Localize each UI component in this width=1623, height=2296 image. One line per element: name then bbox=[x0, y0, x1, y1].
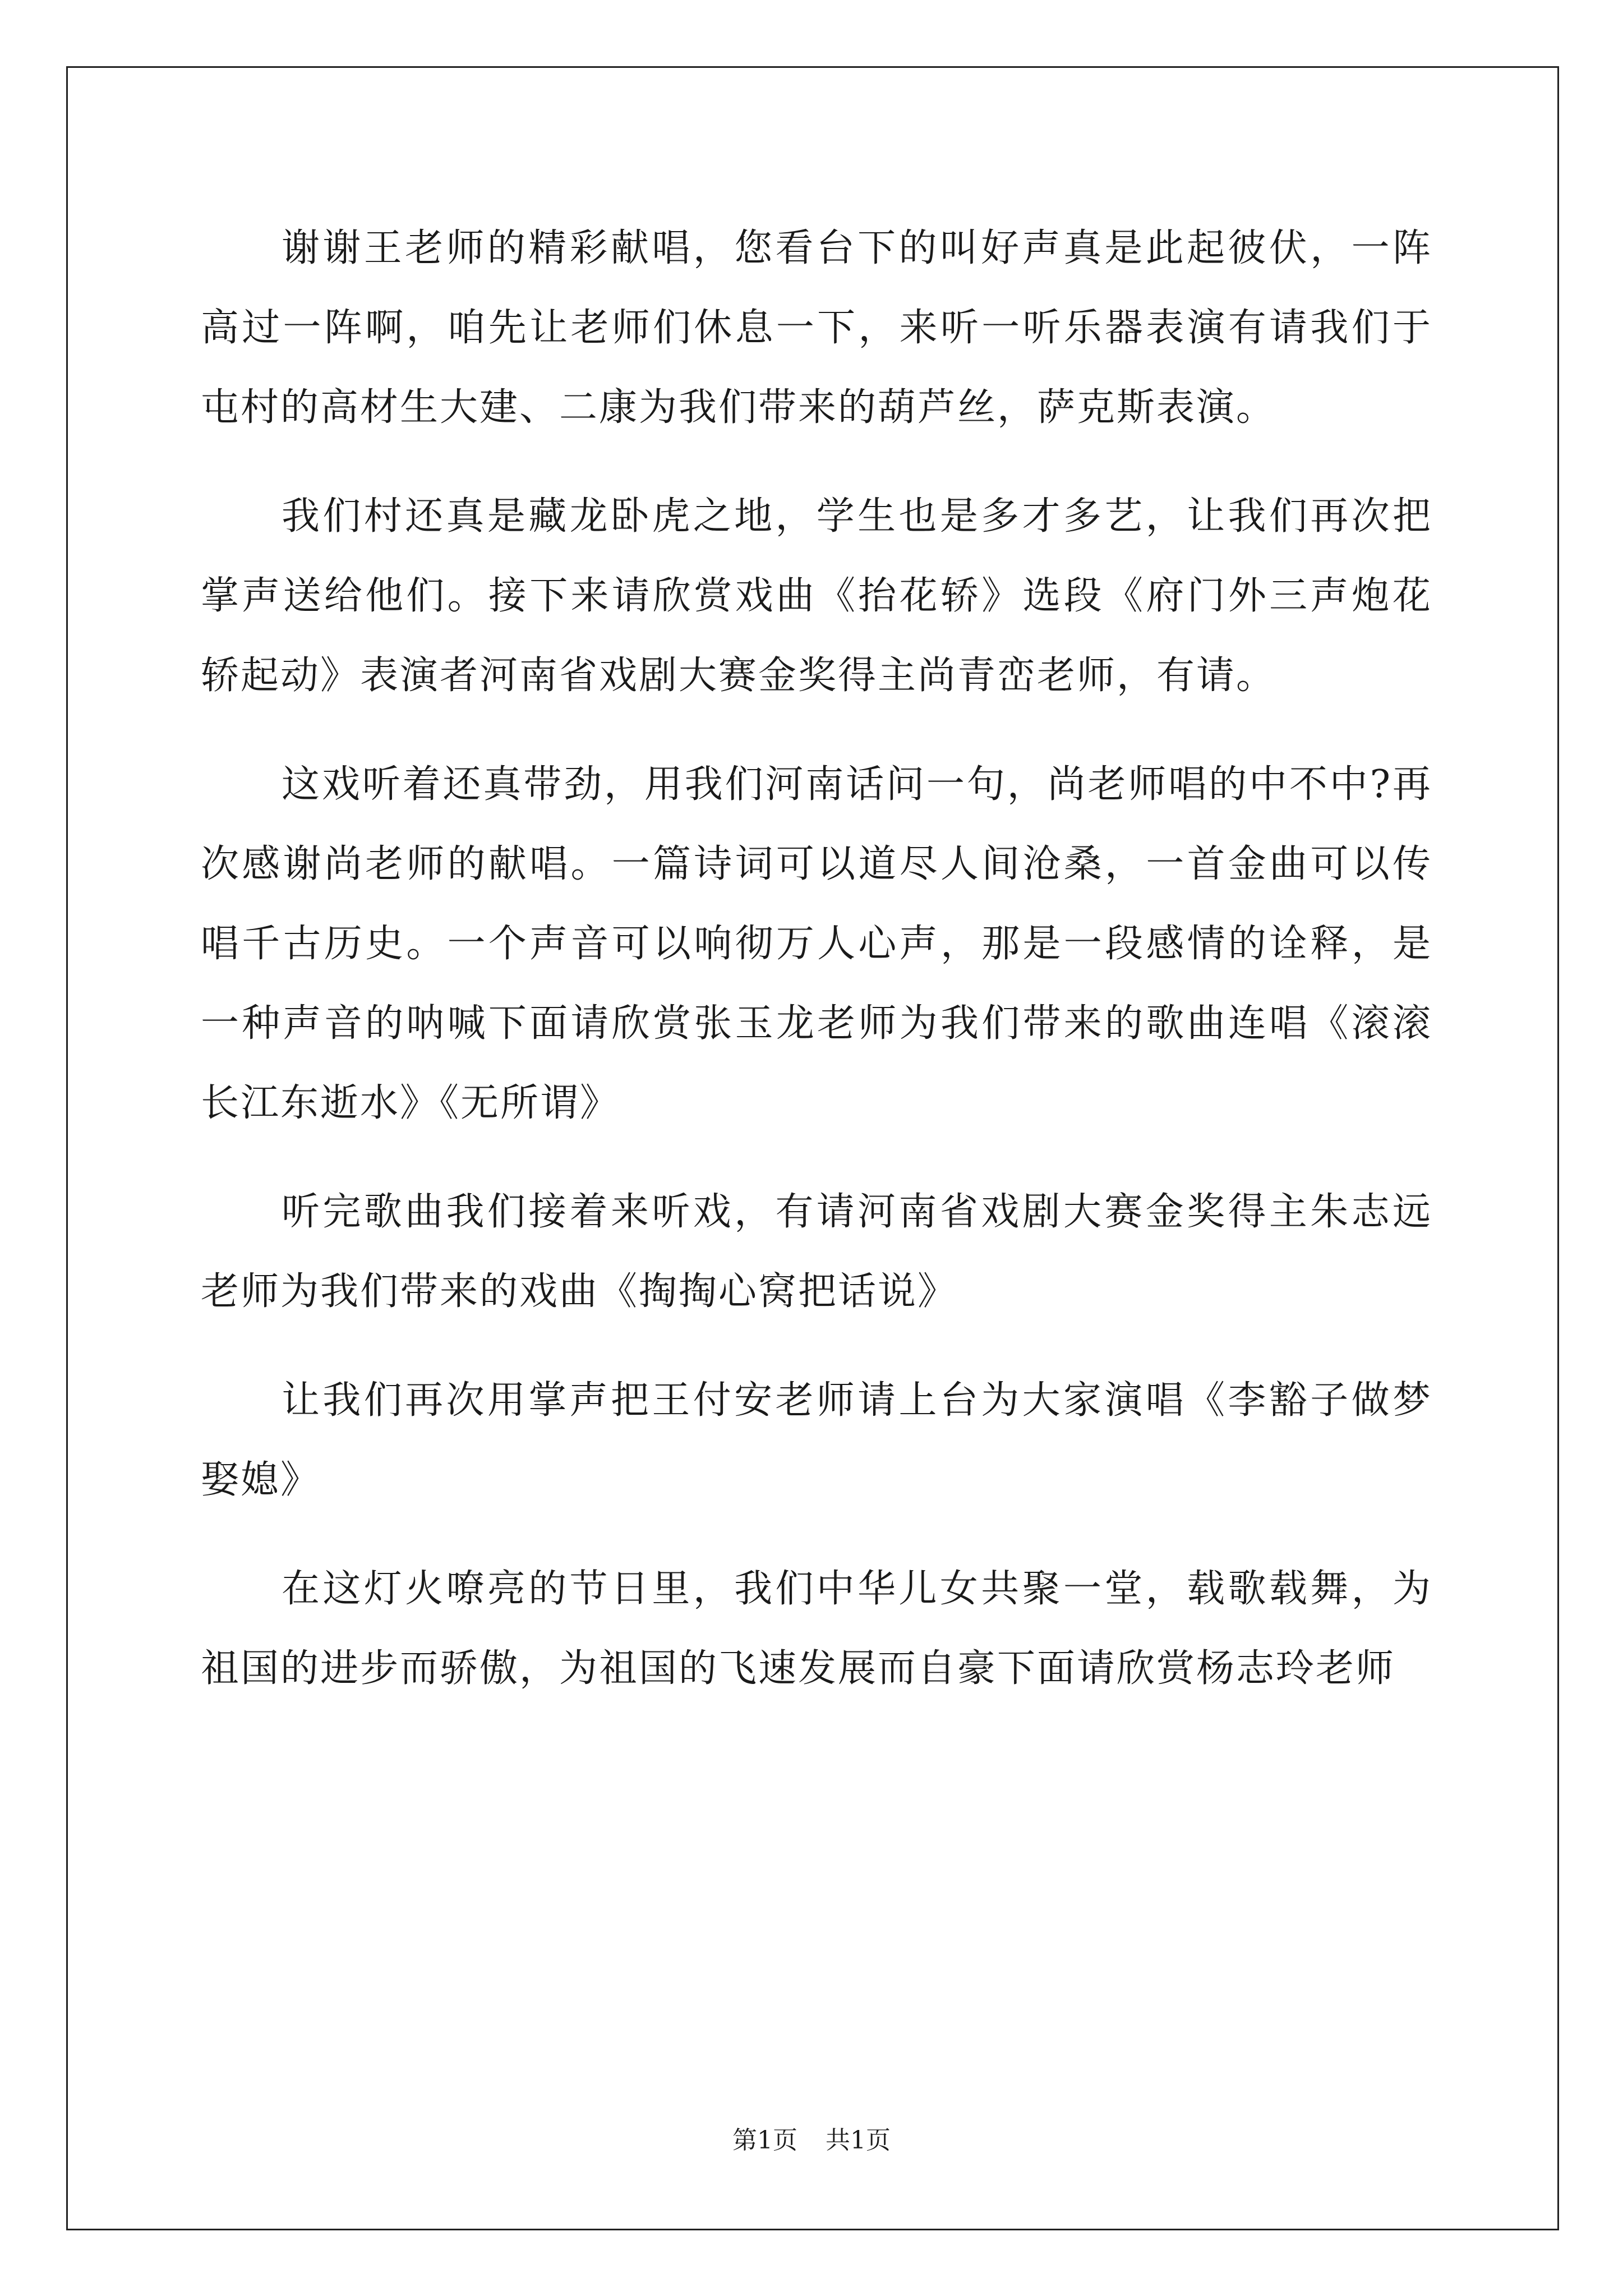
page-number: 第1页 bbox=[732, 2126, 797, 2155]
paragraph: 在这灯火嘹亮的节日里，我们中华儿女共聚一堂，载歌载舞，为祖国的进步而骄傲，为祖国的飞速发展而自豪下面请欣赏杨志玲老师 bbox=[201, 1567, 1432, 1691]
paragraph: 我们村还真是藏龙卧虎之地，学生也是多才多艺，让我们再次把掌声送给他们。接下来请欣赏戏曲《抬花轿》选段《府门外三声炮花轿起动》表演者河南省戏剧大赛金奖得主尚青峦老师，有请。 bbox=[201, 494, 1432, 698]
page-footer bbox=[0, 2124, 1623, 2157]
document-body bbox=[201, 209, 1432, 1709]
paragraph: 听完歌曲我们接着来听戏，有请河南省戏剧大赛金奖得主朱志远老师为我们带来的戏曲《掏掏心窝把话说》 bbox=[201, 1190, 1432, 1314]
page-total: 共1页 bbox=[826, 2126, 891, 2155]
paragraph: 让我们再次用掌声把王付安老师请上台为大家演唱《李豁子做梦娶媳》 bbox=[201, 1378, 1432, 1502]
paragraph: 谢谢王老师的精彩献唱，您看台下的叫好声真是此起彼伏，一阵高过一阵啊，咱先让老师们休息一下，来听一听乐器表演有请我们于屯村的高材生大建、二康为我们带来的葫芦丝，萨克斯表演。 bbox=[201, 226, 1432, 430]
paragraph: 这戏听着还真带劲，用我们河南话问一句，尚老师唱的中不中?再次感谢尚老师的献唱。一篇诗词可以道尽人间沧桑，一首金曲可以传唱千古历史。一个声音可以响彻万人心声，那是一段感情的诠释，是一种声音的呐喊下面请欣赏张玉龙老师为我们带来的歌曲连唱《滚滚长江东逝水》《无所谓》 bbox=[201, 762, 1432, 1125]
